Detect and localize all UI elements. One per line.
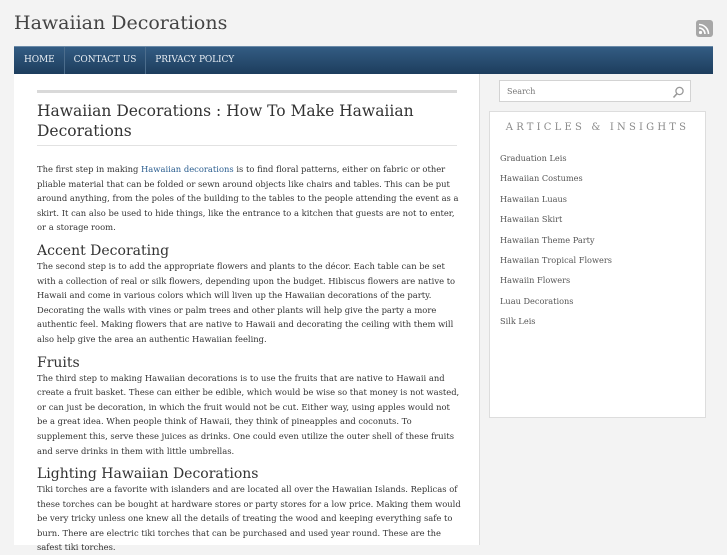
article-title: Hawaiian Decorations : How To Make Hawaiian Decorations	[37, 102, 414, 140]
section-heading-fruits: Fruits	[37, 354, 80, 371]
content-divider	[37, 90, 457, 93]
list-item[interactable]: Hawaiian Tropical Flowers	[500, 254, 612, 265]
page-wrapper	[14, 74, 713, 553]
search-box	[499, 80, 691, 102]
main-nav	[14, 46, 713, 74]
intro-paragraph	[37, 162, 462, 235]
nav-contact-us[interactable]: CONTACT US	[65, 47, 147, 74]
list-item[interactable]: Hawaiian Luaus	[500, 193, 567, 204]
nav-privacy-policy[interactable]: PRIVACY POLICY	[155, 55, 235, 65]
articles-widget	[489, 111, 706, 418]
intro-text-start: The first step in making	[37, 164, 141, 174]
hawaiian-decorations-link[interactable]: Hawaiian decorations	[141, 164, 234, 174]
list-item[interactable]: Hawaiian Skirt	[500, 214, 563, 225]
nav-home[interactable]: HOME	[14, 47, 65, 74]
section-text-fruits: The third step to making Hawaiian decorations is to use the fruits that are native to Hawaii and create a fruit basket. These can either be edible, which would be wise so that money is not wasted, or can just be decoration, in which the fruit would not be cut. Either way, using apples would not be a great idea. When people think of Hawaii, they think of pineapples and coconuts. To supplement this, serve these juices as drinks. One could even utilize the outer shell of these fruits and serve drinks in them with little umbrellas.	[37, 372, 460, 456]
list-item[interactable]: Graduation Leis	[500, 153, 567, 163]
articles-list	[500, 153, 705, 337]
section-text-accent: The second step is to add the appropriate flowers and plants to the décor. Each table can be set with a collection of real or silk flowers, depending upon the budget. Hibiscus flowers are native to Hawaii and come in various colors which will liven up the Hawaiian decorations of the party. Decorating the walls with vines or palm trees and other plants will help give the party a more authentic feel. Making flowers that are native to Hawaii and decorating the ceiling with them will also help give the area an authentic Hawaiian feeling.	[37, 260, 456, 344]
section-heading-lighting: Lighting Hawaiian Decorations	[37, 466, 259, 483]
list-item[interactable]: Luau Decorations	[500, 295, 574, 306]
section-text-lighting: Tiki torches are a favorite with islanders and are located all over the Hawaiian Islands. Replicas of these torches can be bought at hardware stores or party stores for a low price. Making them would be very tricky unless one knew all the details of treating the wood and keeping everything safe to burn. There are electric tiki torches that can be purchased and used year round. These are the safest tiki torches.	[37, 484, 461, 553]
site-header	[0, 0, 727, 46]
list-item[interactable]: Hawaiian Theme Party	[500, 234, 595, 245]
widget-title: ARTICLES & INSIGHTS	[505, 122, 690, 133]
list-item[interactable]: Hawaiian Costumes	[500, 173, 583, 184]
sidebar	[479, 74, 714, 545]
site-title[interactable]: Hawaiian Decorations	[14, 12, 228, 34]
search-input[interactable]	[500, 81, 665, 101]
rss-icon[interactable]	[696, 20, 713, 37]
intro-text-end: is to find floral patterns, either on fabric or other pliable material that can be folded or sewn around objects like chairs and tables. This can be put around anything, from the poles of the building to the tables to the people attending the event as a skirt. It can also be used to hide things, like the entrance to a kitchen that guests are not to enter, or a storage room.	[37, 164, 459, 233]
section-heading-accent: Accent Decorating	[37, 242, 170, 259]
list-item[interactable]: Hawaiin Flowers	[500, 275, 571, 286]
search-icon[interactable]	[672, 84, 685, 103]
list-item[interactable]: Silk Leis	[500, 316, 536, 327]
title-divider	[37, 145, 457, 146]
article-body	[37, 162, 462, 555]
